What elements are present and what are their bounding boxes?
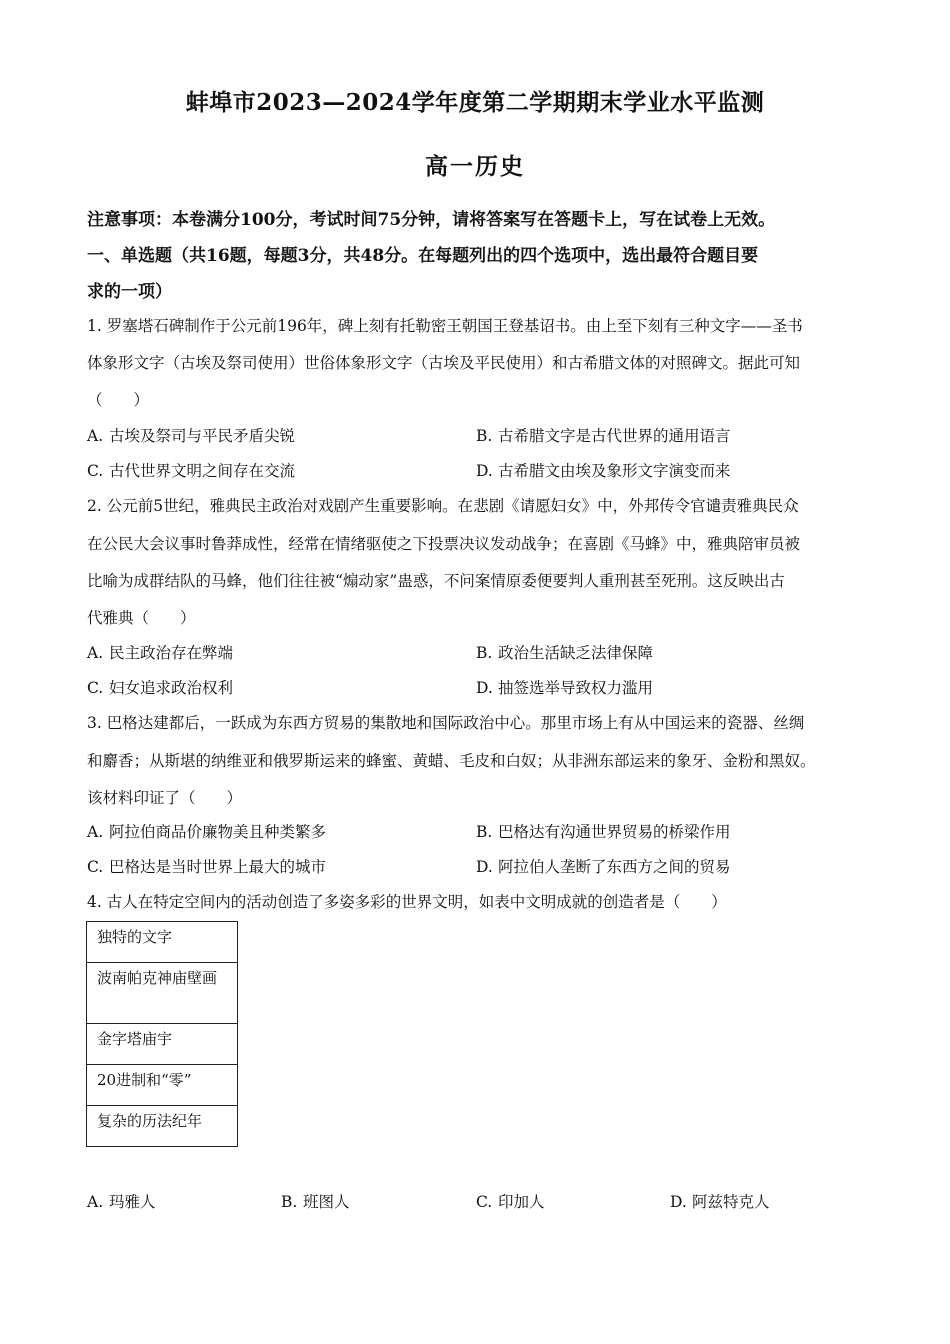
option-text: 班图人: [303, 1193, 350, 1211]
option-text: 巴格达是当时世界上最大的城市: [109, 858, 327, 876]
page-subtitle: 高一历史: [425, 153, 525, 180]
option-b: [476, 820, 731, 842]
option-text: 民主政治存在弊端: [109, 644, 234, 662]
option-text: 阿拉伯商品价廉物美且种类繁多: [109, 823, 327, 841]
option-key: D.: [476, 858, 493, 876]
question-text-line: 代雅典（ ）: [87, 609, 196, 627]
option-a: [87, 641, 233, 663]
option-text: 抽签选举导致权力滥用: [498, 679, 654, 697]
option-text: 印加人: [498, 1193, 545, 1211]
option-c: [87, 459, 295, 481]
option-key: A.: [87, 644, 104, 662]
table-cell: 复杂的历法纪年: [87, 1106, 238, 1147]
table-row: [87, 1065, 238, 1106]
option-a: [87, 424, 295, 446]
option-key: C.: [476, 1193, 493, 1211]
section-heading-line-1: 一、单选题（共16题，每题3分，共48分。在每题列出的四个选项中，选出最符合题目要: [87, 246, 759, 266]
option-key: B.: [476, 644, 493, 662]
question-text-line: 4. 古人在特定空间内的活动创造了多姿多彩的世界文明，如表中文明成就的创造者是（ ）: [87, 893, 727, 911]
option-text: 古希腊文由埃及象形文字演变而来: [498, 462, 731, 480]
table-row: [87, 963, 238, 1024]
question-text-line: 体象形文字（古埃及祭司使用）世俗体象形文字（古埃及平民使用）和古希腊文体的对照碑文。据此可知: [87, 354, 801, 372]
option-key: C.: [87, 679, 104, 697]
table-row: [87, 922, 238, 963]
option-key: D.: [476, 462, 493, 480]
table-row: [87, 1024, 238, 1065]
option-c: [87, 855, 326, 877]
option-text: 古埃及祭司与平民矛盾尖锐: [109, 427, 296, 445]
option-text: 妇女追求政治权利: [109, 679, 234, 697]
option-key: B.: [281, 1193, 298, 1211]
question-text-line: 1. 罗塞塔石碑制作于公元前196年，碑上刻有托勒密王朝国王登基诏书。由上至下刻有三种文字——圣书: [87, 317, 803, 335]
question-text-line: 2. 公元前5世纪，雅典民主政治对戏剧产生重要影响。在悲剧《请愿妇女》中，外邦传令官谴责雅典民众: [87, 497, 799, 515]
table-cell: 波南帕克神庙壁画: [87, 963, 238, 1024]
option-key: A.: [87, 1193, 104, 1211]
option-b: [281, 1190, 350, 1212]
section-heading-line-2: 求的一项）: [87, 282, 172, 302]
table-cell: 金字塔庙宇: [87, 1024, 238, 1065]
option-text: 阿拉伯人垄断了东西方之间的贸易: [498, 858, 731, 876]
option-text: 古希腊文字是古代世界的通用语言: [498, 427, 731, 445]
question-text-line: 比喻为成群结队的马蜂，他们往往被“煽动家”蛊惑，不问案情原委便要判人重刑甚至死刑。这反映出古: [87, 572, 785, 590]
option-c: [476, 1190, 545, 1212]
option-d: [670, 1190, 770, 1212]
option-key: C.: [87, 462, 104, 480]
question-text-line: 在公民大会议事时鲁莽成性，经常在情绪驱使之下投票决议发动战争；在喜剧《马蜂》中，雅典陪审员被: [87, 535, 801, 553]
option-key: C.: [87, 858, 104, 876]
question-text-line: 该材料印证了（ ）: [87, 789, 243, 807]
option-d: [476, 855, 731, 877]
option-text: 巴格达有沟通世界贸易的桥梁作用: [498, 823, 731, 841]
option-a: [87, 820, 326, 842]
page-title: 蚌埠市2023—2024学年度第二学期期末学业水平监测: [185, 89, 765, 116]
option-text: 阿兹特克人: [692, 1193, 770, 1211]
option-b: [476, 641, 653, 663]
achievements-table: [86, 921, 238, 1147]
question-text-line: （ ）: [87, 391, 150, 409]
option-a: [87, 1190, 156, 1212]
table-cell: 独特的文字: [87, 922, 238, 963]
option-key: D.: [476, 679, 493, 697]
notice-text: 注意事项：本卷满分100分，考试时间75分钟，请将答案写在答题卡上，写在试卷上无效。: [87, 210, 776, 230]
option-key: A.: [87, 427, 104, 445]
option-b: [476, 424, 731, 446]
table-row: [87, 1106, 238, 1147]
question-text-line: 和麝香；从斯堪的纳维亚和俄罗斯运来的蜂蜜、黄蜡、毛皮和白奴；从非洲东部运来的象牙、金粉和黑奴。: [87, 752, 816, 770]
option-text: 古代世界文明之间存在交流: [109, 462, 296, 480]
option-key: A.: [87, 823, 104, 841]
option-d: [476, 676, 653, 698]
table-cell: 20进制和“零”: [87, 1065, 238, 1106]
option-key: B.: [476, 427, 493, 445]
option-text: 玛雅人: [109, 1193, 156, 1211]
option-c: [87, 676, 233, 698]
question-text-line: 3. 巴格达建都后，一跃成为东西方贸易的集散地和国际政治中心。那里市场上有从中国运来的瓷器、丝绸: [87, 714, 805, 732]
option-key: B.: [476, 823, 493, 841]
option-d: [476, 459, 731, 481]
option-text: 政治生活缺乏法律保障: [498, 644, 654, 662]
option-key: D.: [670, 1193, 687, 1211]
